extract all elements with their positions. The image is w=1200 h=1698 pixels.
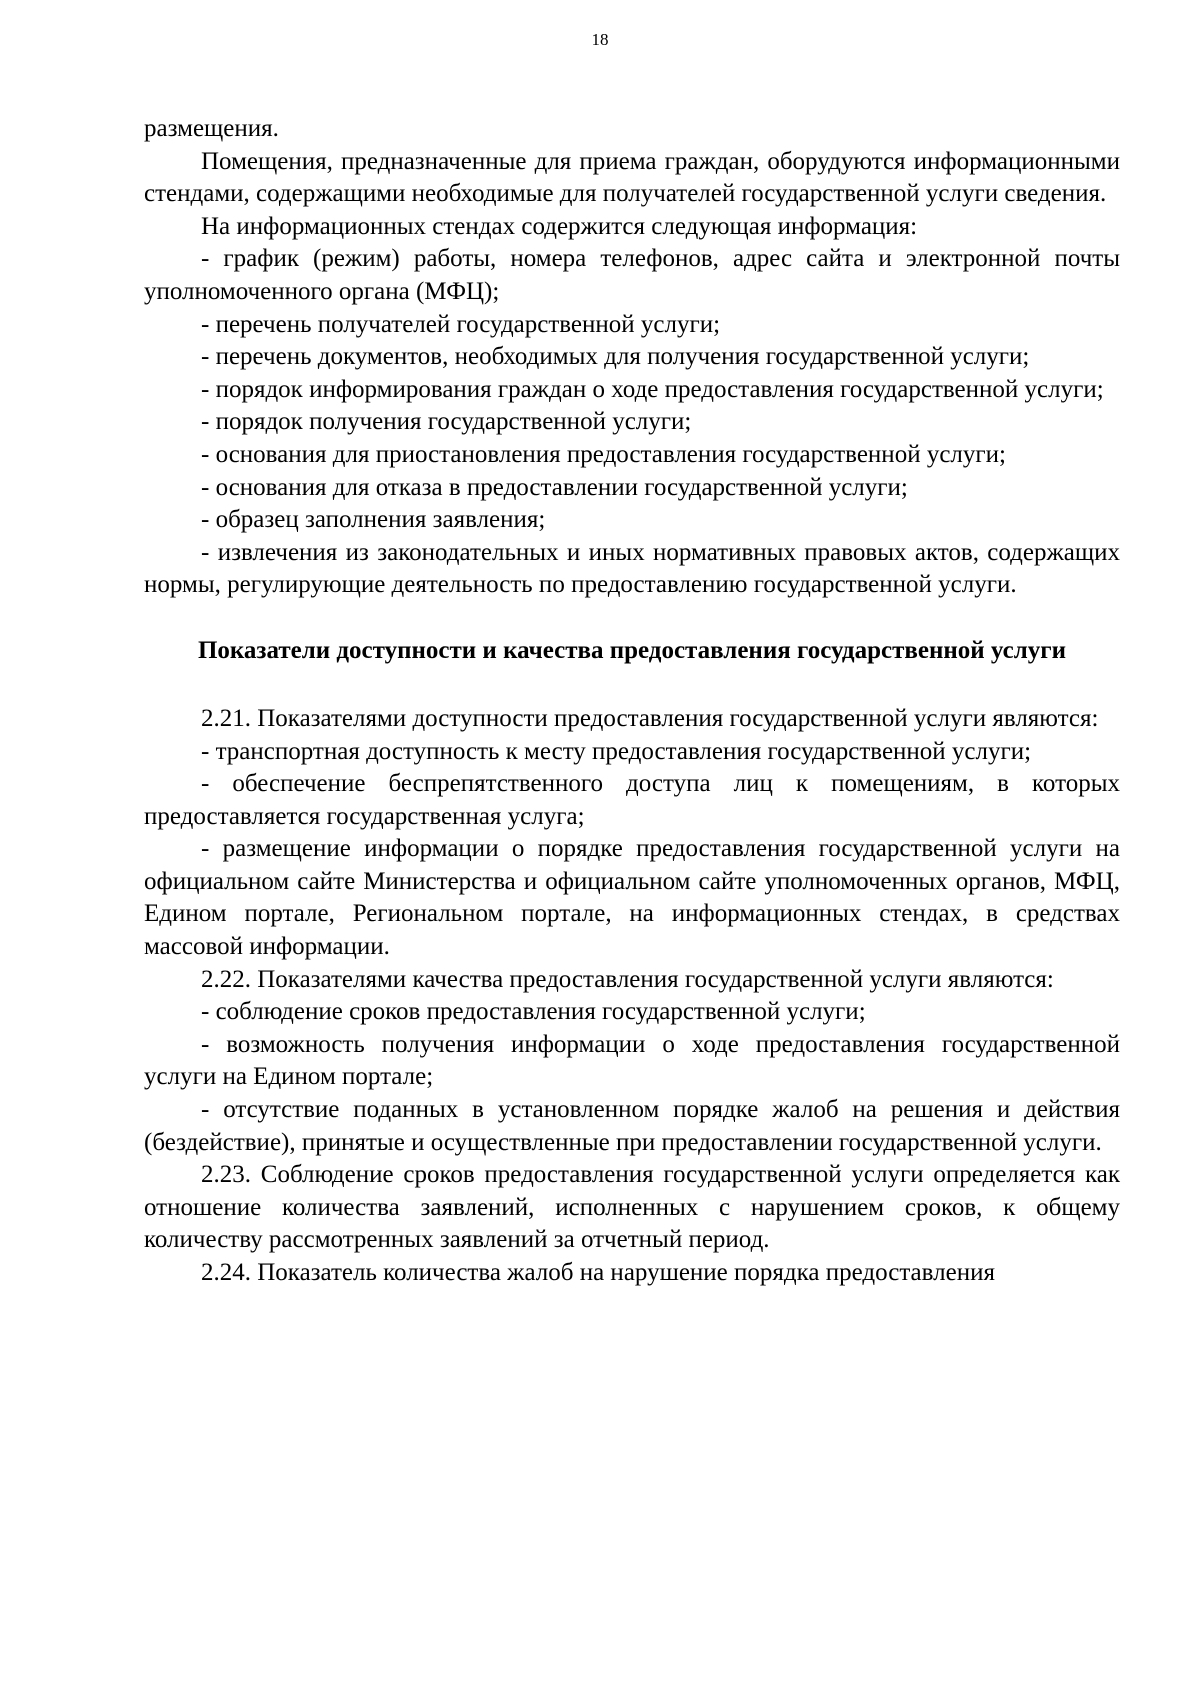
paragraph: Помещения, предназначенные для приема граждан, оборудуются информационными стендами, содержащими необходимые для получателей государственной услуги сведения. [144, 147, 1120, 208]
paragraph: 2.21. Показателями доступности предоставления государственной услуги являются: [201, 704, 1099, 732]
list-item: - транспортная доступность к месту предоставления государственной услуги; [201, 737, 1032, 765]
paragraph: размещения. [144, 115, 279, 142]
list-item: - отсутствие поданных в установленном порядке жалоб на решения и действия (бездействие), принятые и осуществленные при предоставлении государственной услуги. [144, 1096, 1120, 1156]
list-item: - основания для отказа в предоставлении государственной услуги; [201, 473, 908, 501]
paragraph: 2.24. Показатель количества жалоб на нарушение порядка предоставления [201, 1259, 995, 1286]
list-item: - график (режим) работы, номера телефонов, адрес сайта и электронной почты уполномоченного органа (МФЦ); [144, 245, 1120, 305]
paragraph: 2.22. Показателями качества предоставления государственной услуги являются: [201, 965, 1054, 993]
list-item: - перечень получателей государственной услуги; [201, 310, 721, 338]
list-item: - возможность получения информации о ходе предоставления государственной услуги на Едином портале; [144, 1030, 1120, 1091]
list-item: - порядок информирования граждан о ходе предоставления государственной услуги; [201, 375, 1104, 403]
list-item: - извлечения из законодательных и иных нормативных правовых актов, содержащих нормы, регулирующие деятельность по предоставлению государственной услуги. [144, 538, 1120, 599]
list-item: - порядок получения государственной услуги; [201, 408, 692, 436]
list-item: - обеспечение беспрепятственного доступа лиц к помещениям, в которых предоставляется государственная услуга; [144, 770, 1120, 830]
list-item: - размещение информации о порядке предоставления государственной услуги на официальном сайте Министерства и официальном сайте уполномоченных органов, МФЦ, Едином портале, Региональном портале, на информационных стендах, в средствах массовой информации. [144, 835, 1120, 961]
list-item: - основания для приостановления предоставления государственной услуги; [201, 440, 1006, 468]
document-body [144, 113, 1120, 1290]
section-heading: Показатели доступности и качества предоставления государственной услуги [197, 636, 1067, 664]
page-number: 18 [591, 30, 609, 49]
list-item: - образец заполнения заявления; [201, 506, 546, 534]
list-item: - соблюдение сроков предоставления государственной услуги; [201, 998, 866, 1026]
paragraph: 2.23. Соблюдение сроков предоставления государственной услуги определяется как отношение количества заявлений, исполненных с нарушением сроков, к общему количеству рассмотренных заявлений за отчетный период. [144, 1161, 1120, 1254]
list-item: - перечень документов, необходимых для получения государственной услуги; [201, 343, 1030, 371]
paragraph: На информационных стендах содержится следующая информация: [201, 212, 918, 240]
